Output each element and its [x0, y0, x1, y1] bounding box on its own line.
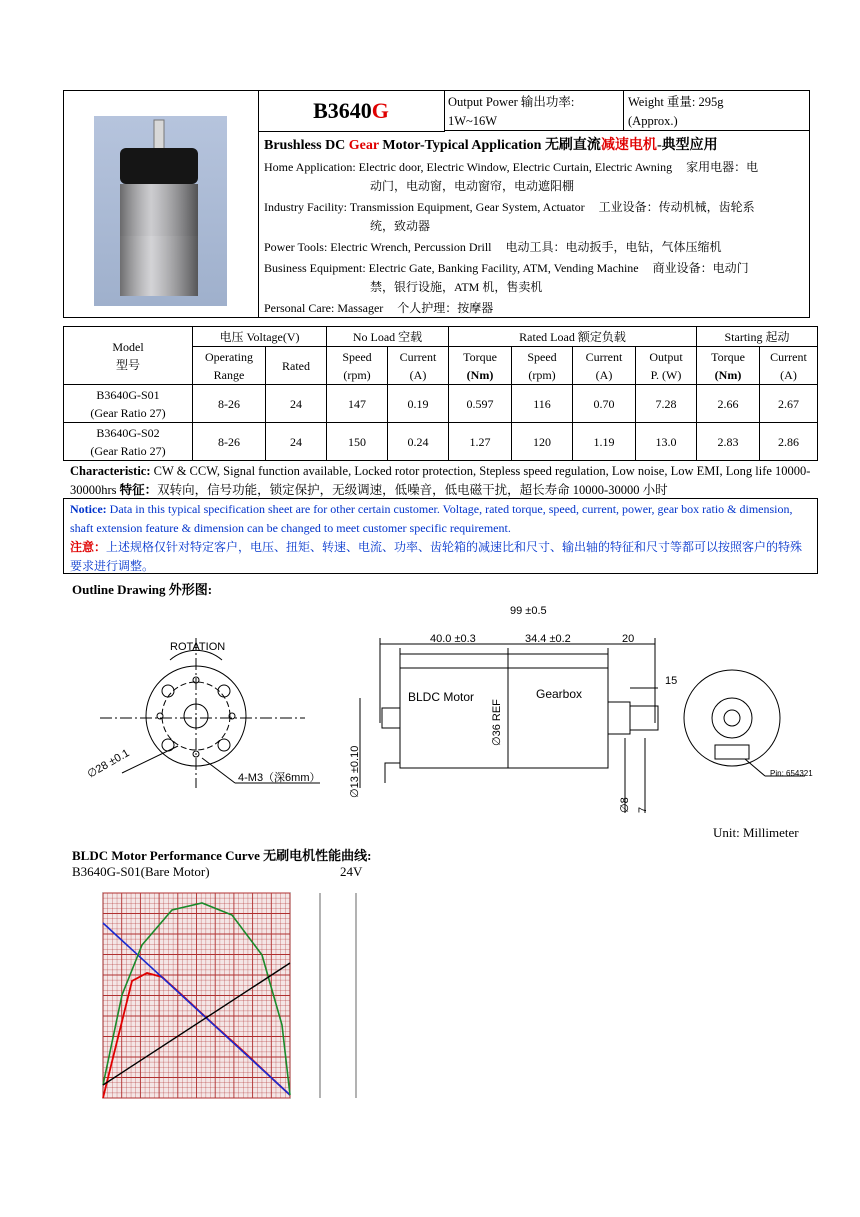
- row-model: B3640G-S01 (Gear Ratio 27): [64, 385, 193, 423]
- dia8-label: ∅8: [619, 797, 631, 813]
- cell: 24: [266, 423, 327, 461]
- typical-application: [258, 131, 809, 317]
- performance-voltage: 24V: [340, 864, 363, 879]
- rotation-label: ROTATION: [170, 641, 226, 653]
- cell: 1.27: [449, 423, 512, 461]
- outline-title: Outline Drawing 外形图:: [72, 582, 213, 597]
- app-industry: Industry Facility: Transmission Equipment, Gear System, Actuator 工业设备：传动机械，齿轮系 统，致动器: [264, 200, 755, 233]
- notice-box: Notice: Data in this typical specification sheet are for other certain customer. Voltage, rated torque, speed, current, power, gear box ratio & dimension, shaft extension feature & dimension can be changed to meet customer specific requirement. 注意：上述规格仅针对特定客户，电压、扭矩、转速、电流、功率、齿轮箱的减速比和尺寸、输出轴的特征和尺寸等都可以按照客户的特殊要求进行调整。: [63, 498, 818, 574]
- sub-header: Current (A): [573, 347, 636, 385]
- product-photo: [94, 116, 227, 306]
- model-name: B3640 G: [258, 91, 445, 132]
- dia36-label: ∅36 REF: [491, 699, 503, 746]
- motor-label: BLDC Motor: [408, 690, 475, 704]
- cell: 120: [512, 423, 573, 461]
- cell: 8-26: [193, 385, 266, 423]
- unit-label: Unit: Millimeter: [713, 825, 799, 840]
- cell: 150: [327, 423, 388, 461]
- product-photo-cell: [64, 91, 259, 317]
- cell: 2.86: [760, 423, 818, 461]
- characteristic: Characteristic: CW & CCW, Signal function available, Locked rotor protection, Stepless speed regulation, Low noise, Low EMI, Long life 10000-30000hrs 特征：双转向，信号功能，锁定保护，无级调速，低噪音，低电磁干扰，超长寿命 10000-30000 小时: [70, 464, 811, 497]
- shaft-length: 20: [622, 633, 635, 645]
- motor-image: [94, 116, 227, 306]
- dia13-label: ∅13 ±0.10: [349, 745, 361, 798]
- cell: 24: [266, 385, 327, 423]
- performance-curve: [92, 885, 382, 1107]
- cell: 2.66: [697, 385, 760, 423]
- sub-header: Rated: [266, 347, 327, 385]
- application-title: Brushless DC Gear Motor-Typical Application 无刷直流减速电机-典型应用: [264, 138, 718, 153]
- table-row: [64, 385, 818, 423]
- sub-header: Current (A): [388, 347, 449, 385]
- cell: 0.597: [449, 385, 512, 423]
- pin-label: Pin: 654321: [770, 769, 813, 778]
- app-care: Personal Care: Massager 个人护理：按摩器: [264, 301, 494, 315]
- sub-header: Torque (Nm): [697, 347, 760, 385]
- sub-header: Operating Range: [193, 347, 266, 385]
- sub-header: Current (A): [760, 347, 818, 385]
- weight: Weight 重量: 295g (Approx.): [624, 91, 809, 131]
- gear-length: 34.4 ±0.2: [525, 633, 571, 645]
- header-rated-load: Rated Load 额定负载: [449, 327, 697, 347]
- performance-subtitle: B3640G-S01(Bare Motor): [72, 864, 210, 879]
- cell: 147: [327, 385, 388, 423]
- app-tools: Power Tools: Electric Wrench, Percussion Drill 电动工具：电动扳手，电钻，气体压缩机: [264, 240, 722, 254]
- cell: 0.70: [573, 385, 636, 423]
- m3-label: 4-M3（深6mm）: [238, 772, 321, 784]
- cell: 116: [512, 385, 573, 423]
- spec-table: [63, 326, 818, 461]
- gear-label: Gearbox: [536, 687, 583, 701]
- cell: 2.83: [697, 423, 760, 461]
- table-row: [64, 423, 818, 461]
- cell: 8-26: [193, 423, 266, 461]
- performance-title: BLDC Motor Performance Curve 无刷电机性能曲线:: [72, 848, 372, 863]
- row-model: B3640G-S02 (Gear Ratio 27): [64, 423, 193, 461]
- dia28-label: ∅28 ±0.1: [85, 747, 132, 781]
- header-no-load: No Load 空载: [327, 327, 449, 347]
- cell: 0.24: [388, 423, 449, 461]
- flat-length: 15: [665, 675, 678, 687]
- cell: 0.19: [388, 385, 449, 423]
- sub-header: Speed (rpm): [512, 347, 573, 385]
- cell: 13.0: [636, 423, 697, 461]
- cell: 2.67: [760, 385, 818, 423]
- header-model: Model 型号: [64, 327, 193, 385]
- header-starting: Starting 起动: [697, 327, 818, 347]
- overall-length: 99 ±0.5: [510, 605, 547, 617]
- sub-header: Output P. (W): [636, 347, 697, 385]
- cell: 7.28: [636, 385, 697, 423]
- outline-drawing: [70, 598, 820, 823]
- output-power: Output Power 输出功率: 1W~16W: [444, 91, 624, 131]
- cell: 1.19: [573, 423, 636, 461]
- spec-header: [63, 90, 810, 318]
- header-voltage: 电压 Voltage(V): [193, 327, 327, 347]
- motor-length: 40.0 ±0.3: [430, 633, 476, 645]
- sub-header: Torque (Nm): [449, 347, 512, 385]
- sub-header: Speed (rpm): [327, 347, 388, 385]
- app-home: Home Application: Electric door, Electric Window, Electric Curtain, Electric Awning 家用电器：电 动门，电动窗，电动窗帘，电动遮阳棚: [264, 160, 759, 193]
- d7-label: 7: [637, 806, 649, 813]
- app-business: Business Equipment: Electric Gate, Banking Facility, ATM, Vending Machine 商业设备：电动门 禁，银行设施，ATM 机，售卖机: [264, 261, 749, 294]
